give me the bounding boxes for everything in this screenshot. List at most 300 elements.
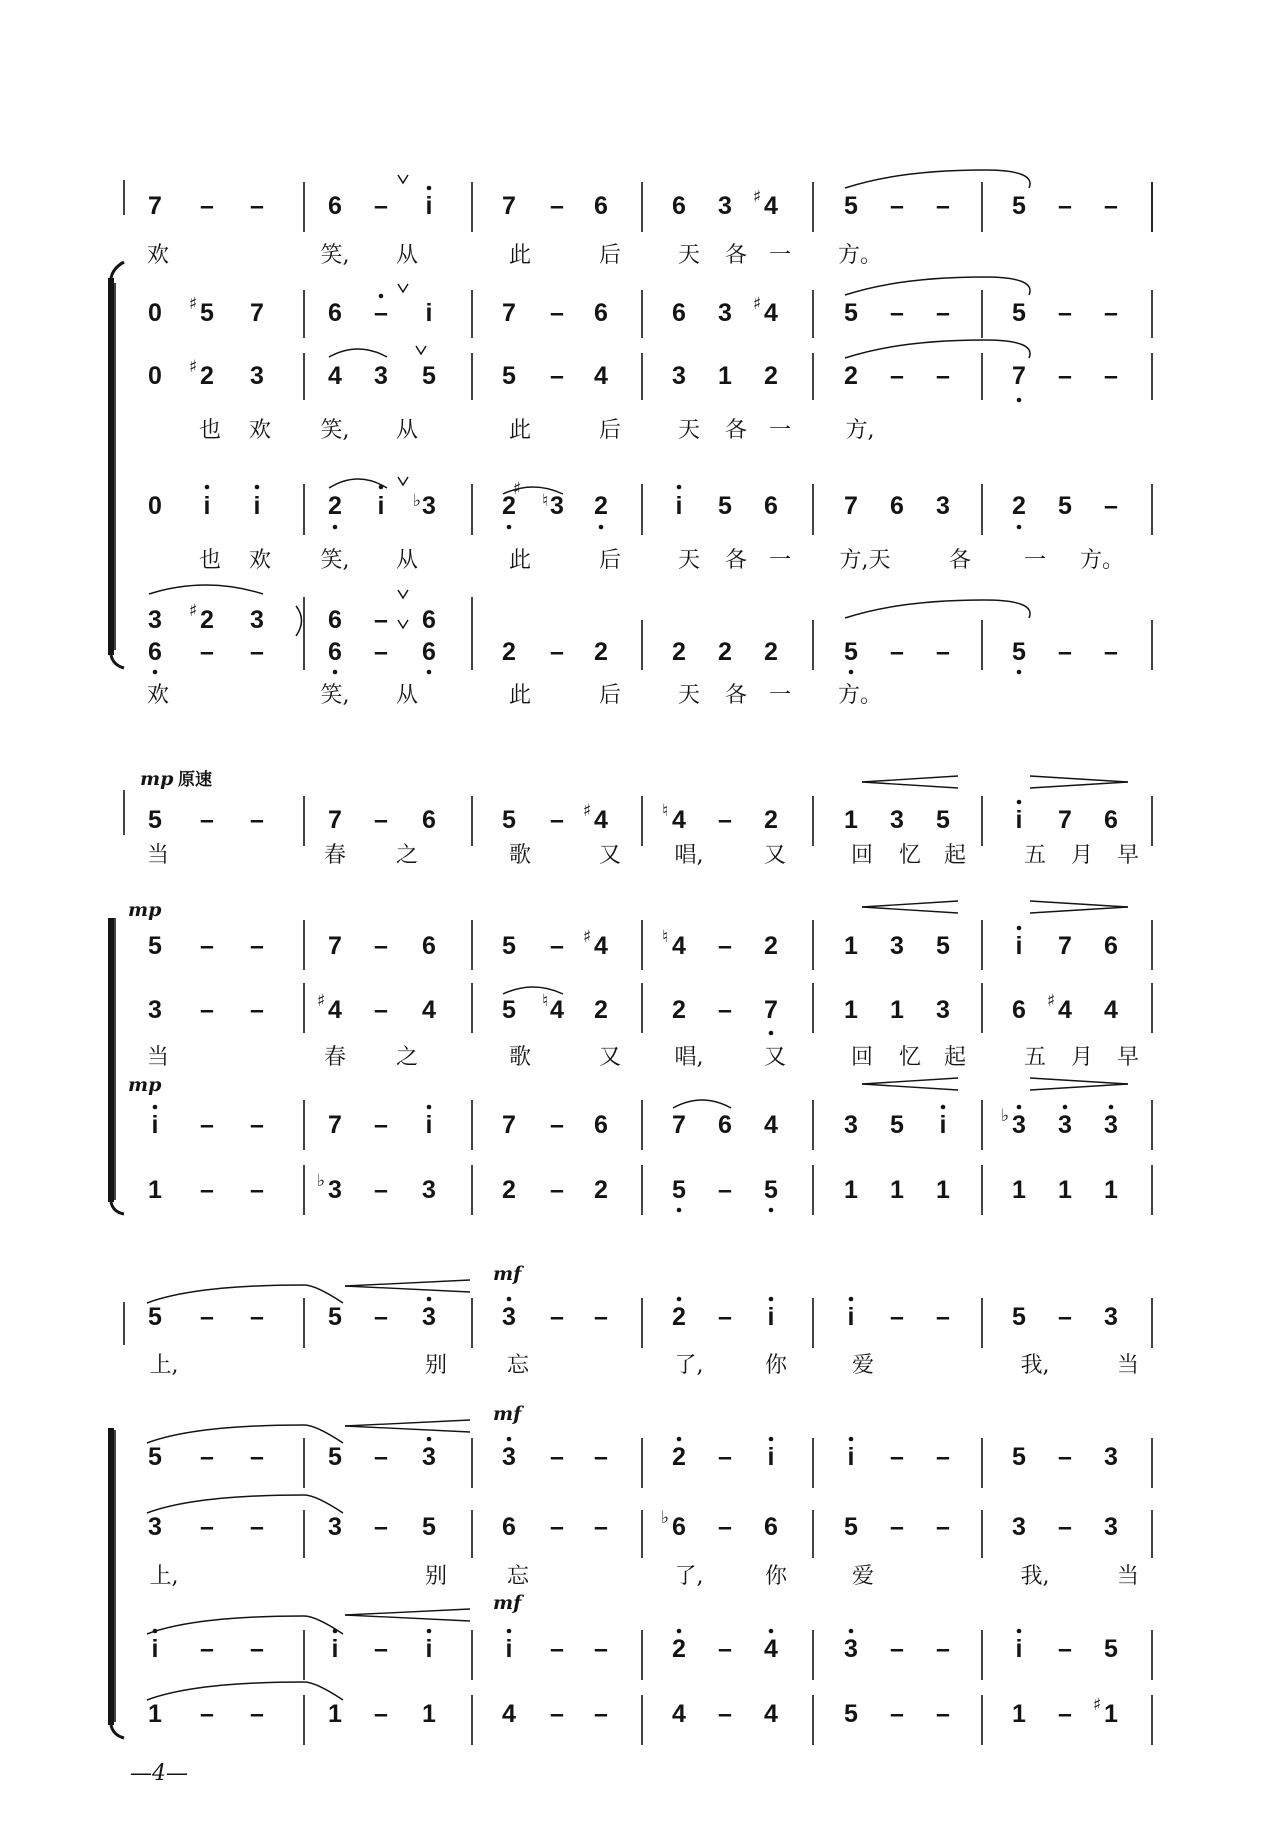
tie — [984, 277, 1030, 295]
note: 6 — [1104, 806, 1118, 834]
note: 2 — [328, 492, 342, 520]
note: i — [675, 492, 683, 520]
octave-dot — [677, 1208, 682, 1213]
note: – — [374, 299, 388, 327]
note: 4 — [502, 1700, 516, 1728]
lyric: 从 — [395, 683, 419, 708]
slur — [503, 987, 563, 994]
lyric: 上, — [149, 1564, 179, 1589]
tie — [845, 170, 984, 188]
octave-dot — [427, 1629, 432, 1634]
lyric: 起 — [943, 1045, 967, 1070]
note: 3 — [502, 1303, 516, 1331]
octave-dot — [507, 1629, 512, 1634]
note: 5 — [328, 1443, 342, 1471]
note: 5 — [1012, 299, 1026, 327]
note: – — [200, 996, 214, 1024]
tie — [147, 1285, 304, 1303]
note: 5 — [844, 299, 858, 327]
note: 3 — [890, 932, 904, 960]
decrescendo-hairpin — [1030, 907, 1128, 913]
lyric: 各 — [724, 418, 748, 443]
octave-dot — [849, 1437, 854, 1442]
octave-dot — [1017, 398, 1022, 403]
note: i — [331, 1635, 339, 1663]
octave-dot — [379, 294, 384, 299]
natural-sign: ♮ — [541, 991, 549, 1011]
note: 2 — [502, 638, 516, 666]
note: i — [767, 1303, 775, 1331]
note: – — [550, 638, 564, 666]
note: 5 — [148, 1303, 162, 1331]
note: – — [890, 1635, 904, 1663]
lyric: 起 — [943, 843, 967, 868]
note: – — [1104, 492, 1118, 520]
note: 5 — [1012, 1443, 1026, 1471]
note: – — [718, 932, 732, 960]
note: i — [1015, 1635, 1023, 1663]
lyric: 各 — [724, 548, 748, 573]
note: 5 — [1012, 1303, 1026, 1331]
note: – — [250, 1635, 264, 1663]
lyric: 之 — [395, 843, 419, 868]
sharp-sign: ♯ — [752, 187, 762, 207]
lyric: 天 — [677, 548, 701, 573]
lyric: 一 — [768, 418, 792, 443]
note: 3 — [718, 192, 732, 220]
flat-sign: ♭ — [316, 1171, 326, 1191]
note: – — [250, 638, 264, 666]
note: – — [374, 606, 388, 634]
note: 3 — [328, 1176, 342, 1204]
note: 2 — [502, 492, 516, 520]
note: 5 — [672, 1176, 686, 1204]
note: – — [550, 1176, 564, 1204]
lyric: 五 — [1023, 843, 1047, 868]
note: – — [550, 932, 564, 960]
lyric: 又 — [763, 1045, 787, 1070]
sharp-sign: ♯ — [188, 601, 198, 621]
note: 1 — [422, 1700, 436, 1728]
note: 5 — [502, 806, 516, 834]
note: 5 — [328, 1303, 342, 1331]
note: i — [377, 492, 385, 520]
note: – — [550, 1635, 564, 1663]
note: 1 — [328, 1700, 342, 1728]
lyric: 也 — [198, 418, 222, 443]
note: – — [1104, 638, 1118, 666]
note: 6 — [764, 492, 778, 520]
note: 7 — [328, 932, 342, 960]
note: – — [374, 1443, 388, 1471]
note: 0 — [148, 492, 162, 520]
note: – — [550, 1303, 564, 1331]
note: – — [374, 1513, 388, 1541]
octave-dot — [255, 485, 260, 490]
note: i — [847, 1443, 855, 1471]
note: 3 — [374, 362, 388, 390]
note: 1 — [1058, 1176, 1072, 1204]
lyric: 方。 — [837, 243, 883, 268]
note: 3 — [328, 1513, 342, 1541]
lyric: 方。 — [837, 683, 883, 708]
lyric: 笑, — [320, 683, 350, 708]
tie — [147, 1495, 304, 1513]
note: 5 — [148, 806, 162, 834]
note: 3 — [1058, 1111, 1072, 1139]
note: 3 — [550, 492, 564, 520]
note: – — [936, 1635, 950, 1663]
bracket-hook — [111, 262, 124, 278]
sharp-sign: ♯ — [316, 991, 326, 1011]
note: 4 — [594, 362, 608, 390]
tie — [984, 340, 1030, 358]
note: 5 — [148, 932, 162, 960]
tie — [984, 600, 1030, 618]
note: – — [374, 806, 388, 834]
tie — [984, 170, 1030, 188]
lyric: 春 — [323, 843, 347, 868]
note: 6 — [672, 299, 686, 327]
note: 5 — [1012, 638, 1026, 666]
note: 1 — [844, 996, 858, 1024]
note: 1 — [844, 932, 858, 960]
lyric: 当 — [146, 1045, 170, 1070]
octave-dot — [849, 670, 854, 675]
note: i — [1015, 932, 1023, 960]
note: 2 — [672, 638, 686, 666]
octave-dot — [1017, 1105, 1022, 1110]
note: 1 — [1104, 1176, 1118, 1204]
note: 3 — [250, 362, 264, 390]
note: i — [151, 1635, 159, 1663]
note: 6 — [328, 299, 342, 327]
note: 4 — [594, 932, 608, 960]
note: – — [890, 1513, 904, 1541]
lyric: 爱 — [851, 1353, 875, 1378]
octave-dot — [769, 1208, 774, 1213]
note: i — [1015, 806, 1023, 834]
lyric: 后 — [598, 243, 622, 268]
note: 6 — [672, 192, 686, 220]
note: 5 — [1104, 1635, 1118, 1663]
decrescendo-hairpin — [1030, 776, 1128, 782]
lyric: 一 — [768, 548, 792, 573]
note: – — [718, 1176, 732, 1204]
octave-dot — [153, 670, 158, 675]
note: 3 — [422, 1176, 436, 1204]
crescendo-hairpin — [862, 907, 958, 913]
note: – — [550, 1111, 564, 1139]
note: – — [250, 1700, 264, 1728]
crescendo-hairpin — [345, 1426, 470, 1432]
note: 7 — [502, 192, 516, 220]
lyric: 一 — [768, 683, 792, 708]
lyric: 唱, — [674, 1045, 704, 1070]
note: – — [1058, 1635, 1072, 1663]
lyric: 后 — [598, 418, 622, 443]
lyric: 忆 — [898, 843, 922, 868]
flat-sign: ♭ — [412, 491, 422, 511]
note: 2 — [718, 638, 732, 666]
note: – — [594, 1635, 608, 1663]
dynamic-mf: mf — [493, 1403, 522, 1425]
note: 4 — [328, 996, 342, 1024]
octave-dot — [1017, 670, 1022, 675]
note: 3 — [502, 1443, 516, 1471]
note: 4 — [672, 1700, 686, 1728]
sharp-sign: ♯ — [188, 357, 198, 377]
octave-dot — [153, 1105, 158, 1110]
sharp-sign: ♯ — [1092, 1695, 1102, 1715]
note: 4 — [764, 1635, 778, 1663]
lyric: 后 — [598, 548, 622, 573]
note: – — [550, 362, 564, 390]
sharp-sign: ♯ — [752, 294, 762, 314]
lyric: 各 — [724, 243, 748, 268]
lyric: 天 — [677, 683, 701, 708]
note: – — [718, 1443, 732, 1471]
note: – — [936, 638, 950, 666]
octave-dot — [205, 485, 210, 490]
lyric: 了, — [674, 1353, 704, 1378]
note: 2 — [764, 932, 778, 960]
note: 3 — [422, 1303, 436, 1331]
note: 5 — [844, 638, 858, 666]
lyric: 当 — [1116, 1564, 1140, 1589]
note: 7 — [328, 1111, 342, 1139]
note: – — [200, 1443, 214, 1471]
note: 6 — [890, 492, 904, 520]
sharp-sign: ♯ — [582, 927, 592, 947]
note: – — [936, 299, 950, 327]
note: 4 — [764, 192, 778, 220]
note: i — [425, 1111, 433, 1139]
lyric: 欢 — [248, 548, 272, 573]
note: 2 — [764, 638, 778, 666]
note: 5 — [148, 1443, 162, 1471]
lyric: 爱 — [851, 1564, 875, 1589]
note: 1 — [844, 806, 858, 834]
slur — [329, 349, 387, 357]
note: 2 — [200, 606, 214, 634]
note: – — [200, 1176, 214, 1204]
note: 2 — [502, 1176, 516, 1204]
lyric: 后 — [598, 683, 622, 708]
note: i — [203, 492, 211, 520]
note: 0 — [148, 362, 162, 390]
note: – — [550, 1443, 564, 1471]
note: 3 — [1104, 1443, 1118, 1471]
tie — [304, 1425, 343, 1443]
note: 1 — [1104, 1700, 1118, 1728]
octave-dot — [427, 186, 432, 191]
crescendo-hairpin — [862, 901, 958, 907]
note: i — [847, 1303, 855, 1331]
note: 3 — [1012, 1111, 1026, 1139]
note: 4 — [422, 996, 436, 1024]
lyric: 各 — [948, 548, 972, 573]
note: 6 — [328, 606, 342, 634]
note: – — [550, 806, 564, 834]
note: 7 — [1058, 932, 1072, 960]
note: 7 — [250, 299, 264, 327]
lyric: 你 — [764, 1353, 788, 1378]
natural-sign: ♮ — [661, 801, 669, 821]
octave-dot — [1017, 926, 1022, 931]
slur — [329, 479, 387, 488]
lyric: 当 — [1116, 1353, 1140, 1378]
note: – — [250, 806, 264, 834]
note: 7 — [328, 806, 342, 834]
note: 1 — [844, 1176, 858, 1204]
note: – — [250, 1513, 264, 1541]
sharp-sign: ♯ — [512, 479, 522, 499]
note: – — [594, 1513, 608, 1541]
note: 2 — [844, 362, 858, 390]
note: 6 — [422, 932, 436, 960]
note: – — [374, 932, 388, 960]
note: – — [936, 1700, 950, 1728]
crescendo-hairpin — [862, 1084, 958, 1090]
note: 5 — [936, 806, 950, 834]
note: 7 — [502, 299, 516, 327]
note: 5 — [890, 1111, 904, 1139]
lyric: 你 — [764, 1564, 788, 1589]
note: 3 — [422, 1443, 436, 1471]
note: – — [200, 1635, 214, 1663]
note: 7 — [1012, 362, 1026, 390]
note: 1 — [148, 1700, 162, 1728]
note: – — [890, 1700, 904, 1728]
note: – — [250, 1443, 264, 1471]
note: i — [425, 1635, 433, 1663]
note: 2 — [1012, 492, 1026, 520]
note: 3 — [936, 492, 950, 520]
note: 3 — [1104, 1111, 1118, 1139]
note: – — [1058, 192, 1072, 220]
note: – — [890, 299, 904, 327]
note: – — [718, 1635, 732, 1663]
octave-dot — [1063, 1105, 1068, 1110]
note: 3 — [148, 1513, 162, 1541]
note: – — [250, 1303, 264, 1331]
note: 2 — [594, 638, 608, 666]
note: – — [200, 932, 214, 960]
note: 2 — [594, 1176, 608, 1204]
octave-dot — [333, 670, 338, 675]
note: 1 — [148, 1176, 162, 1204]
crescendo-hairpin — [345, 1420, 470, 1426]
lyric: 笑, — [320, 243, 350, 268]
crescendo-hairpin — [345, 1286, 470, 1292]
note: 3 — [148, 996, 162, 1024]
tempo-marking: 原速 — [178, 770, 212, 790]
sharp-sign: ♯ — [188, 294, 198, 314]
note: i — [425, 192, 433, 220]
note: 6 — [328, 192, 342, 220]
note: 1 — [718, 362, 732, 390]
note: – — [1058, 1700, 1072, 1728]
natural-sign: ♮ — [661, 927, 669, 947]
octave-dot — [507, 525, 512, 530]
note: 6 — [594, 299, 608, 327]
lyric: 此 — [508, 548, 532, 573]
note: i — [425, 299, 433, 327]
note: 7 — [148, 192, 162, 220]
breath-mark — [398, 477, 408, 485]
note: – — [718, 996, 732, 1024]
note: – — [1104, 192, 1118, 220]
lyric: 歌 — [508, 1045, 532, 1070]
octave-dot — [677, 1629, 682, 1634]
note: – — [374, 1176, 388, 1204]
lyric: 唱, — [674, 843, 704, 868]
note: i — [767, 1443, 775, 1471]
lyric: 天 — [677, 418, 701, 443]
lyric: 忘 — [506, 1564, 530, 1589]
note: – — [936, 192, 950, 220]
note: 3 — [148, 606, 162, 634]
note: 7 — [502, 1111, 516, 1139]
lyric: 了, — [674, 1564, 704, 1589]
note: – — [250, 192, 264, 220]
note: 4 — [1058, 996, 1072, 1024]
note: 5 — [422, 362, 436, 390]
note: 3 — [1104, 1513, 1118, 1541]
note: – — [718, 1303, 732, 1331]
note: – — [1104, 299, 1118, 327]
lyric: 当 — [146, 843, 170, 868]
lyric: 笑, — [320, 418, 350, 443]
octave-dot — [427, 1437, 432, 1442]
note: 1 — [1012, 1700, 1026, 1728]
note: 6 — [148, 638, 162, 666]
lyric: 各 — [724, 683, 748, 708]
natural-sign: ♮ — [541, 491, 549, 511]
note: – — [374, 996, 388, 1024]
tie — [845, 600, 984, 618]
page-number: —4— — [130, 1761, 188, 1786]
note: – — [200, 1513, 214, 1541]
note: – — [718, 1700, 732, 1728]
note: 4 — [764, 1111, 778, 1139]
note: – — [200, 1700, 214, 1728]
octave-dot — [677, 1297, 682, 1302]
dynamic-mf: mf — [493, 1592, 522, 1614]
note: – — [936, 1513, 950, 1541]
tie — [845, 340, 984, 358]
note: – — [718, 1513, 732, 1541]
note: – — [200, 638, 214, 666]
octave-dot — [427, 670, 432, 675]
crescendo-hairpin — [862, 776, 958, 782]
lyric: 欢 — [248, 418, 272, 443]
lyric: 此 — [508, 418, 532, 443]
note: 3 — [672, 362, 686, 390]
note: – — [890, 638, 904, 666]
lyric: 又 — [598, 843, 622, 868]
note: 5 — [844, 1700, 858, 1728]
lyric: 月 — [1070, 1045, 1094, 1070]
note: 3 — [250, 606, 264, 634]
lyric: 从 — [395, 548, 419, 573]
flat-sign: ♭ — [660, 1508, 670, 1528]
note: 7 — [1058, 806, 1072, 834]
note: – — [1058, 1443, 1072, 1471]
lyric: 之 — [395, 1045, 419, 1070]
note: 3 — [844, 1635, 858, 1663]
